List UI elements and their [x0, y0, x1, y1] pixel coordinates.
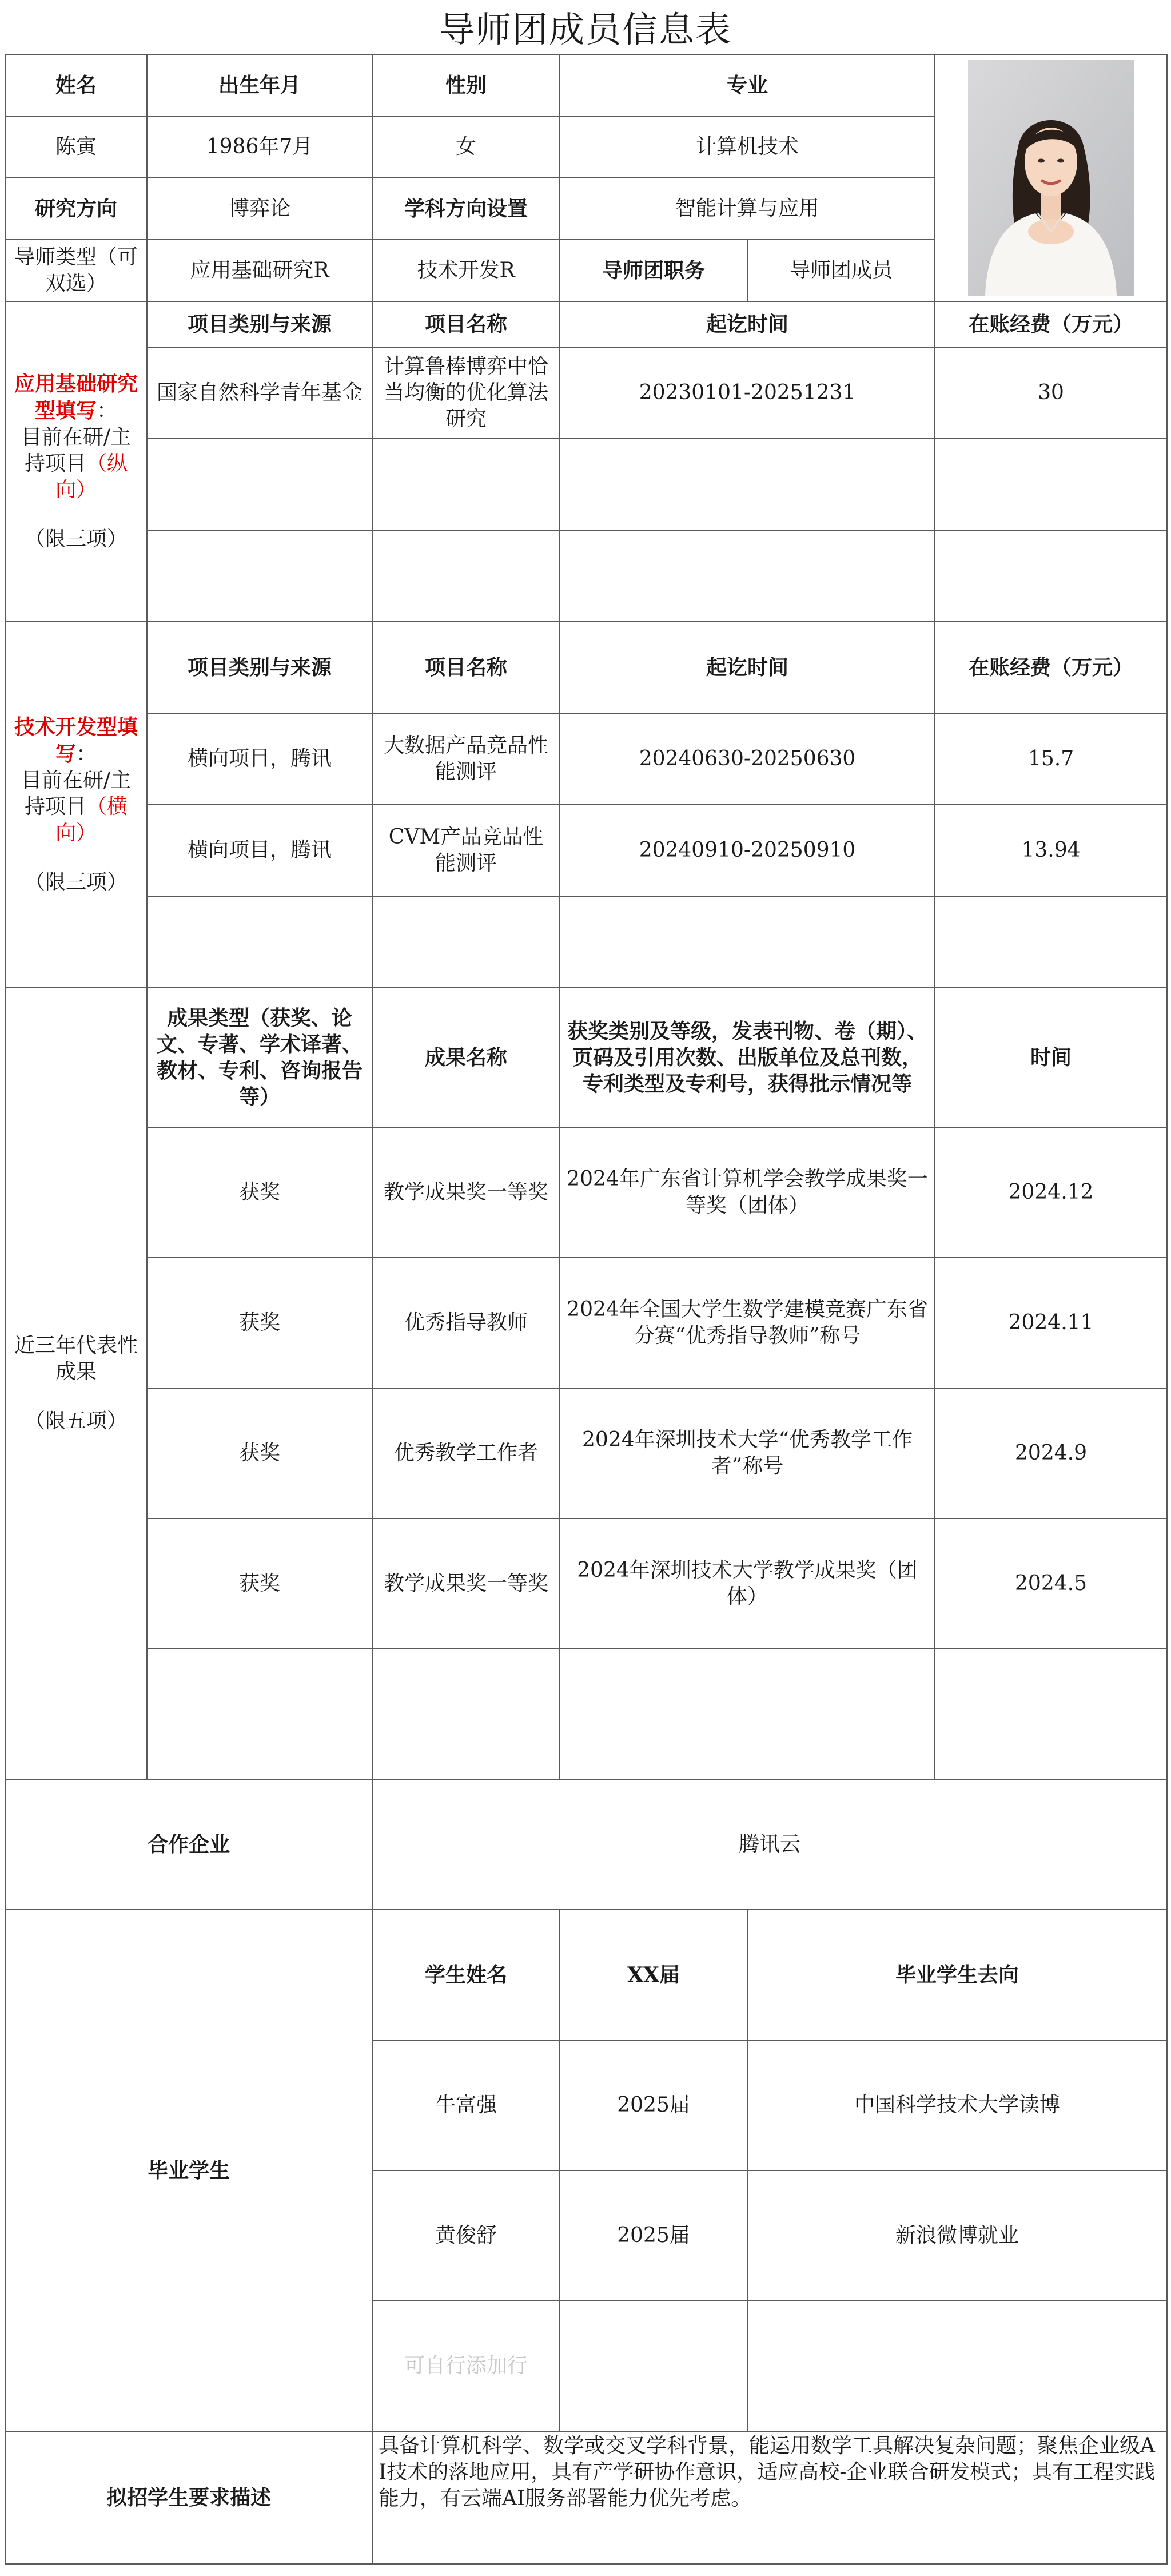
basic-header-period: 起讫时间 — [560, 301, 935, 347]
research-label: 研究方向 — [5, 178, 147, 240]
requirements-label: 拟招学生要求描述 — [5, 2431, 372, 2564]
partner-value: 腾讯云 — [372, 1779, 1167, 1910]
ach-row-3-name: 优秀教学工作者 — [372, 1388, 560, 1518]
tech-dev-side-label: 技术开发型填写： 目前在研/主持项目（横向） （限三项） — [5, 622, 147, 988]
birth-value: 1986年7月 — [147, 116, 372, 178]
ach-row-1-detail: 2024年广东省计算机学会教学成果奖一等奖（团体） — [560, 1127, 935, 1258]
table-row — [5, 1258, 1167, 1388]
gender-label: 性别 — [372, 54, 560, 116]
photo-cell — [935, 54, 1167, 301]
birth-label: 出生年月 — [147, 54, 372, 116]
tech-row-1-name: 大数据产品竞品性能测评 — [372, 713, 560, 805]
name-label: 姓名 — [5, 54, 147, 116]
basic-research-side-label: 应用基础研究型填写： 目前在研/主持项目（纵向） （限三项） — [5, 301, 147, 622]
ach-row-2-detail: 2024年全国大学生数学建模竞赛广东省分赛“优秀指导教师”称号 — [560, 1258, 935, 1388]
ach-row-4-type: 获奖 — [147, 1518, 372, 1649]
basic-header-name: 项目名称 — [372, 301, 560, 347]
page-title: 导师团成员信息表 — [439, 8, 732, 50]
grad-row-1-dest: 中国科学技术大学读博 — [747, 2040, 1167, 2170]
table-row — [5, 896, 1167, 988]
mentor-info-table — [5, 54, 1168, 2565]
ach-row-2-name: 优秀指导教师 — [372, 1258, 560, 1388]
gender-value: 女 — [372, 116, 560, 178]
ach-row-4-detail: 2024年深圳技术大学教学成果奖（团体） — [560, 1518, 935, 1649]
ach-row-4-time: 2024.5 — [935, 1518, 1167, 1649]
mentor-portrait-photo — [968, 60, 1134, 296]
grad-header-dest: 毕业学生去向 — [747, 1910, 1167, 2040]
ach-header-time: 时间 — [935, 988, 1167, 1127]
table-row — [5, 530, 1167, 622]
duty-label: 导师团职务 — [560, 240, 747, 301]
grad-row-2-name: 黄俊舒 — [372, 2170, 560, 2301]
tech-row-2-name: CVM产品竞品性能测评 — [372, 805, 560, 896]
tech-header-name: 项目名称 — [372, 622, 560, 713]
ach-row-3-detail: 2024年深圳技术大学“优秀教学工作者”称号 — [560, 1388, 935, 1518]
research-value: 博弈论 — [147, 178, 372, 240]
mentor-type-label: 导师类型（可双选） — [5, 240, 147, 301]
ach-row-4-name: 教学成果奖一等奖 — [372, 1518, 560, 1649]
table-row — [5, 439, 1167, 530]
tech-row-1-period: 20240630-20250630 — [560, 713, 935, 805]
discipline-value: 智能计算与应用 — [560, 178, 935, 240]
tech-row-2-source: 横向项目，腾讯 — [147, 805, 372, 896]
basic-header-funds: 在账经费（万元） — [935, 301, 1167, 347]
tech-row-2-period: 20240910-20250910 — [560, 805, 935, 896]
basic-side-title: 应用基础研究型填写 — [14, 371, 138, 423]
ach-row-1-name: 教学成果奖一等奖 — [372, 1127, 560, 1258]
mentor-type-basic: 应用基础研究R — [147, 240, 372, 301]
tech-header-period: 起讫时间 — [560, 622, 935, 713]
ach-row-2-time: 2024.11 — [935, 1258, 1167, 1388]
tech-header-source: 项目类别与来源 — [147, 622, 372, 713]
grad-header-year: XX届 — [560, 1910, 747, 2040]
graduates-label: 毕业学生 — [5, 1910, 372, 2431]
ach-header-type: 成果类型（获奖、论文、专著、学术译著、教材、专利、咨询报告等） — [147, 988, 372, 1127]
tech-header-funds: 在账经费（万元） — [935, 622, 1167, 713]
ach-row-1-time: 2024.12 — [935, 1127, 1167, 1258]
ach-row-3-type: 获奖 — [147, 1388, 372, 1518]
achievements-side-label: 近三年代表性成果 （限五项） — [5, 988, 147, 1779]
major-label: 专业 — [560, 54, 935, 116]
grad-row-1-name: 牛富强 — [372, 2040, 560, 2170]
table-row — [5, 1127, 1167, 1258]
ach-header-name: 成果名称 — [372, 988, 560, 1127]
tech-row-2-funds: 13.94 — [935, 805, 1167, 896]
grad-row-1-year: 2025届 — [560, 2040, 747, 2170]
grad-header-name: 学生姓名 — [372, 1910, 560, 2040]
tech-row-1-source: 横向项目，腾讯 — [147, 713, 372, 805]
grad-row-2-dest: 新浪微博就业 — [747, 2170, 1167, 2301]
basic-row-1-source: 国家自然科学青年基金 — [147, 347, 372, 439]
tech-row-1-funds: 15.7 — [935, 713, 1167, 805]
mentor-type-tech: 技术开发R — [372, 240, 560, 301]
ach-row-3-time: 2024.9 — [935, 1388, 1167, 1518]
table-row — [5, 713, 1167, 805]
requirements-text: 具备计算机科学、数学或交叉学科背景，能运用数学工具解决复杂问题；聚焦企业级AI技术的落地应用，具有产学研协作意识，适应高校-企业联合研发模式；具有工程实践能力，有云端AI服务部署能力优先考虑。 — [372, 2431, 1167, 2564]
table-row — [5, 1388, 1167, 1518]
table-row — [5, 347, 1167, 439]
duty-value: 导师团成员 — [747, 240, 935, 301]
basic-row-1-name: 计算鲁棒博弈中恰当均衡的优化算法研究 — [372, 347, 560, 439]
table-row — [5, 1518, 1167, 1649]
discipline-label: 学科方向设置 — [372, 178, 560, 240]
ach-header-detail: 获奖类别及等级，发表刊物、卷（期）、页码及引用次数、出版单位及总刊数，专利类型及专利号，获得批示情况等 — [560, 988, 935, 1127]
tech-side-title: 技术开发型填写 — [14, 714, 138, 766]
ach-row-1-type: 获奖 — [147, 1127, 372, 1258]
name-value: 陈寅 — [5, 116, 147, 178]
table-row — [5, 1649, 1167, 1779]
major-value: 计算机技术 — [560, 116, 935, 178]
partner-label: 合作企业 — [5, 1779, 372, 1910]
add-row-hint[interactable]: 可自行添加行 — [372, 2301, 560, 2431]
grad-row-2-year: 2025届 — [560, 2170, 747, 2301]
ach-row-2-type: 获奖 — [147, 1258, 372, 1388]
basic-header-source: 项目类别与来源 — [147, 301, 372, 347]
table-row — [5, 805, 1167, 896]
basic-row-1-funds: 30 — [935, 347, 1167, 439]
basic-row-1-period: 20230101-20251231 — [560, 347, 935, 439]
